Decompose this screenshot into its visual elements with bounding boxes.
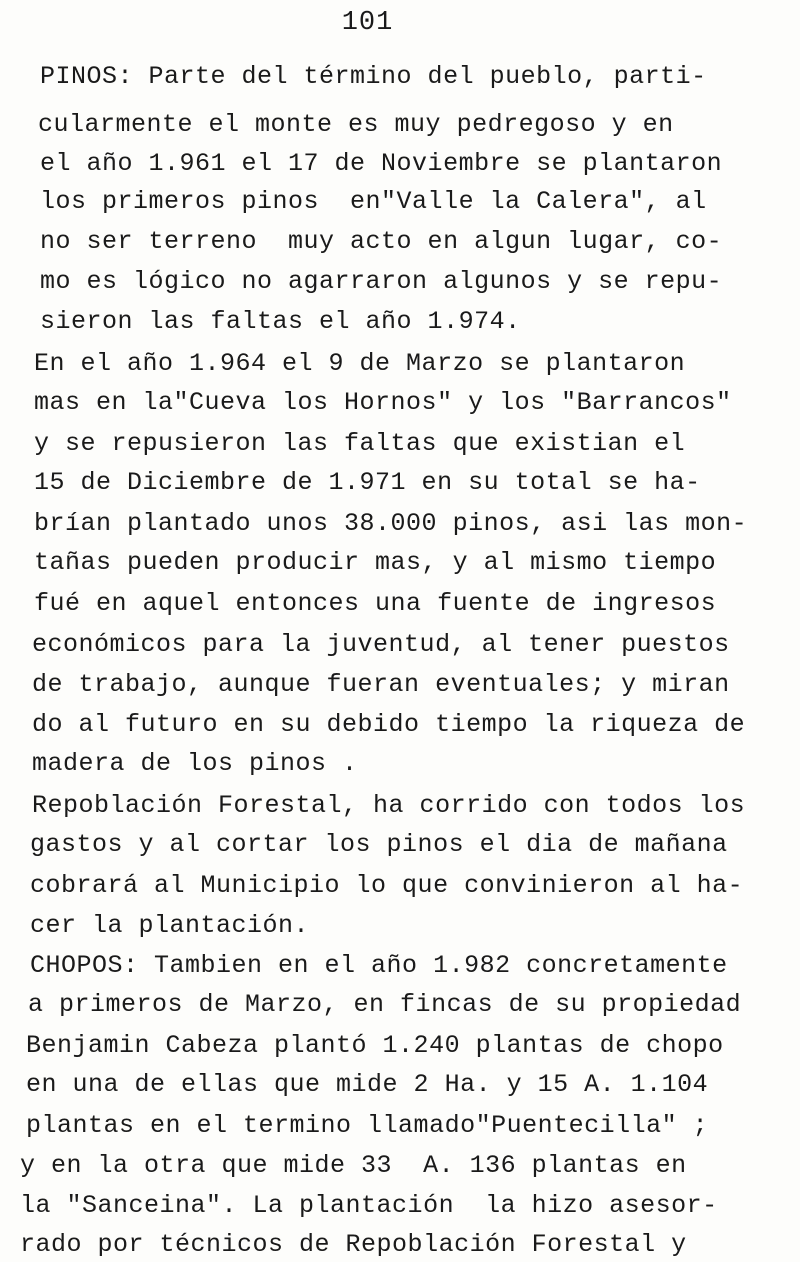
text-line: gastos y al cortar los pinos el dia de mañana — [30, 830, 728, 859]
text-line: mo es lógico no agarraron algunos y se repu- — [40, 267, 723, 296]
text-line: brían plantado unos 38.000 pinos, asi las mon- — [34, 509, 748, 538]
text-line: do al futuro en su debido tiempo la riqueza de — [32, 710, 746, 739]
text-line: en una de ellas que mide 2 Ha. y 15 A. 1.104 — [26, 1070, 709, 1099]
text-line: cularmente el monte es muy pedregoso y en — [38, 110, 674, 139]
text-line: el año 1.961 el 17 de Noviembre se plantaron — [40, 149, 723, 178]
text-line: cobrará al Municipio lo que convinieron al ha- — [30, 871, 744, 900]
text-line: CHOPOS: Tambien en el año 1.982 concretamente — [30, 951, 728, 980]
text-line: sieron las faltas el año 1.974. — [40, 307, 521, 336]
text-line: y en la otra que mide 33 A. 136 plantas en — [20, 1151, 687, 1180]
page-number: 101 — [341, 8, 394, 38]
text-line: fué en aquel entonces una fuente de ingresos — [34, 589, 717, 618]
text-line: Repoblación Forestal, ha corrido con todos los — [32, 791, 746, 820]
text-line: madera de los pinos . — [32, 749, 358, 778]
text-line: tañas pueden producir mas, y al mismo tiempo — [34, 548, 717, 577]
text-line: cer la plantación. — [30, 911, 310, 940]
text-line: mas en la"Cueva los Hornos" y los "Barrancos" — [34, 388, 732, 417]
text-line: no ser terreno muy acto en algun lugar, co- — [40, 227, 723, 256]
text-line: de trabajo, aunque fueran eventuales; y miran — [32, 670, 730, 699]
text-line: los primeros pinos en"Valle la Calera", al — [40, 187, 707, 216]
text-line: económicos para la juventud, al tener puestos — [32, 630, 730, 659]
text-line: a primeros de Marzo, en fincas de su propiedad — [28, 990, 742, 1019]
text-line: PINOS: Parte del término del pueblo, parti- — [40, 62, 707, 91]
text-line: y se repusieron las faltas que existian el — [34, 429, 686, 458]
text-line: En el año 1.964 el 9 de Marzo se plantaron — [34, 349, 686, 378]
text-line: 15 de Diciembre de 1.971 en su total se ha- — [34, 468, 701, 497]
text-line: Benjamin Cabeza plantó 1.240 plantas de chopo — [26, 1031, 724, 1060]
text-line: rado por técnicos de Repoblación Forestal y — [20, 1230, 687, 1259]
text-line: la "Sanceina". La plantación la hizo asesor- — [20, 1191, 718, 1220]
text-line: plantas en el termino llamado"Puentecilla" ; — [26, 1111, 709, 1140]
